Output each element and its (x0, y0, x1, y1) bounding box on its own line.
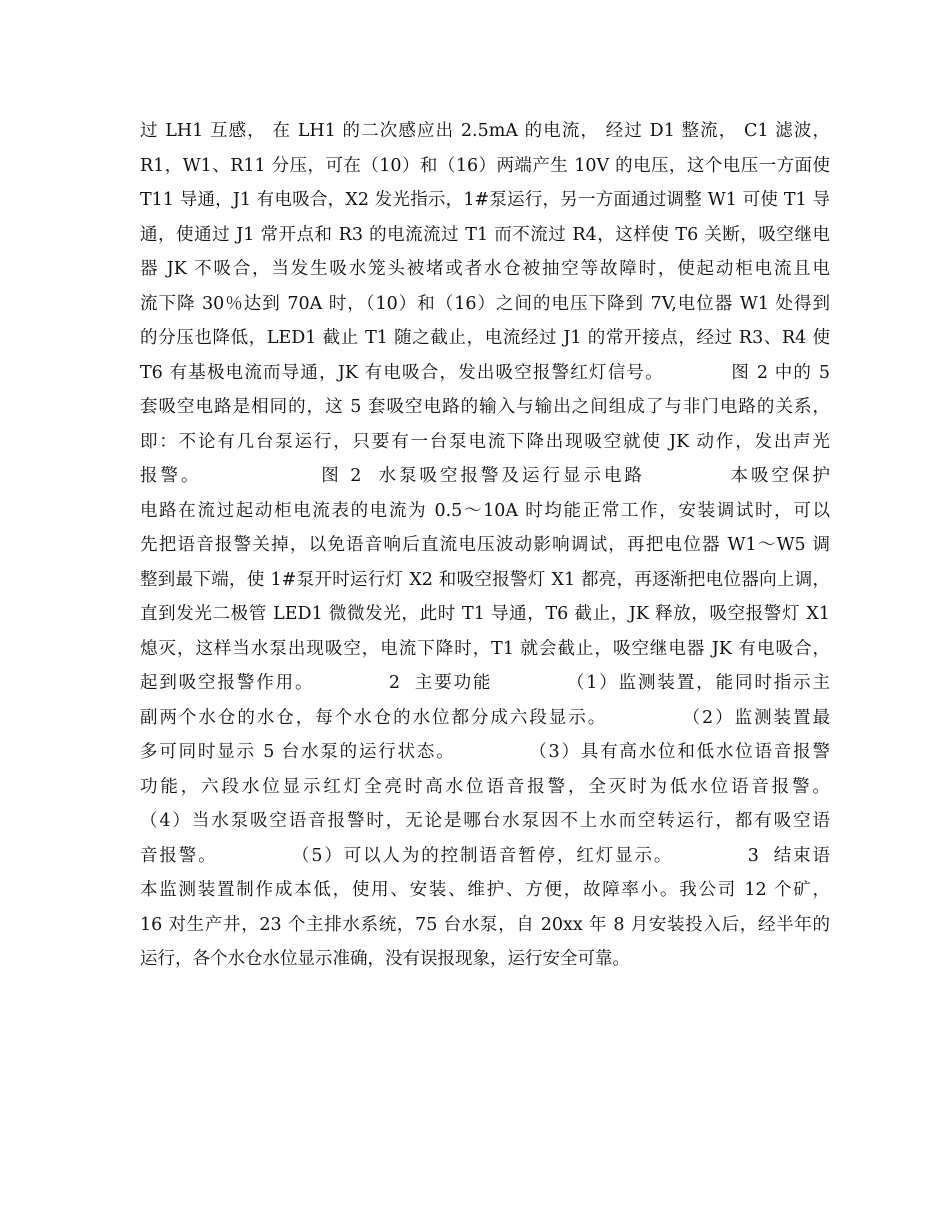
text-line: T6 有基极电流而导通，JK 有电吸合，发出吸空报警红灯信号。 图 2 中的 5 (140, 362, 830, 383)
text-line: （4）当水泵吸空语音报警时，无论是哪台水泵因不上水而空转运行，都有吸空语 (140, 811, 830, 831)
text-line: 即：不论有几台泵运行，只要有一台泵电流下降出现吸空就使 JK 动作，发出声光 (140, 431, 830, 452)
text-line: 电路在流过起动柜电流表的电流为 0.5～10A 时均能正常工作，安装调试时，可以 (140, 500, 830, 521)
text-line: 多可同时显示 5 台水泵的运行状态。 （3）具有高水位和低水位语音报警 (140, 742, 830, 762)
document-body (140, 114, 830, 977)
text-line: 起到吸空报警作用。 2 主要功能 （1）监测装置，能同时指示主 (140, 673, 830, 693)
text-line-last: 运行，各个水仓水位显示准确，没有误报现象，运行安全可靠。 (140, 949, 630, 969)
text-line: 本监测装置制作成本低，使用、安装、维护、方便，故障率小。我公司 12 个矿， (140, 880, 830, 900)
text-line: R1，W1、R11 分压，可在（10）和（16）两端产生 10V 的电压，这个电压一方面使 (140, 155, 830, 176)
text-line: 报警。 图 2 水泵吸空报警及运行显示电路 本吸空保护 (140, 466, 830, 486)
text-line: 器 JK 不吸合，当发生吸水笼头被堵或者水仓被抽空等故障时，使起动柜电流且电 (140, 259, 830, 279)
text-line: 先把语音报警关掉，以免语音响后直流电压波动影响调试，再把电位器 W1～W5 调 (140, 535, 830, 555)
text-line: 音报警。 （5）可以人为的控制语音暂停，红灯显示。 3 结束语 (140, 845, 830, 866)
text-line: 熄灭，这样当水泵出现吸空，电流下降时，T1 就会截止，吸空继电器 JK 有电吸合， (140, 638, 830, 659)
text-line: 功能，六段水位显示红灯全亮时高水位语音报警，全灭时为低水位语音报警。 (140, 776, 830, 797)
text-line: 16 对生产井，23 个主排水系统，75 台水泵，自 20xx 年 8 月安装投入后，经半年的 (140, 914, 830, 935)
text-line: 整到最下端，使 1#泵开时运行灯 X2 和吸空报警灯 X1 都亮，再逐渐把电位器向上调， (140, 569, 830, 590)
text-line: 直到发光二极管 LED1 微微发光，此时 T1 导通，T6 截止，JK 释放，吸空报警灯 X1 (140, 604, 830, 624)
text-line: T11 导通，J1 有电吸合，X2 发光指示，1#泵运行，另一方面通过调整 W1 可使 T1 导 (140, 190, 830, 210)
text-line: 通，使通过 J1 常开点和 R3 的电流流过 T1 而不流过 R4，这样使 T6 关断，吸空继电 (140, 224, 830, 245)
text-line: 副两个水仓的水仓，每个水仓的水位都分成六段显示。 （2）监测装置最 (140, 707, 830, 728)
text-line: 流下降 30％达到 70A 时，（10）和（16）之间的电压下降到 7V,电位器 W1 处得到 (140, 293, 830, 314)
text-line: 过 LH1 互感， 在 LH1 的二次感应出 2.5mA 的电流， 经过 D1 整流， C1 滤波， (140, 121, 830, 141)
text-line: 套吸空电路是相同的，这 5 套吸空电路的输入与输出之间组成了与非门电路的关系， (140, 397, 830, 417)
text-line: 的分压也降低，LED1 截止 T1 随之截止，电流经过 J1 的常开接点，经过 R3、R4 使 (140, 328, 830, 348)
